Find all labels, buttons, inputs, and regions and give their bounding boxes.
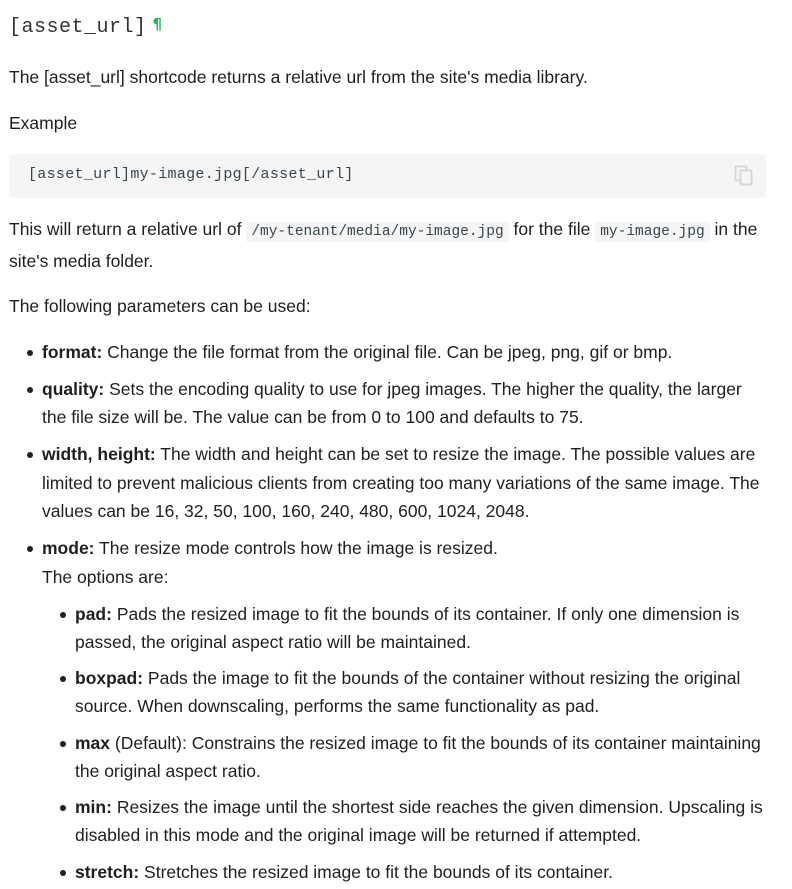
list-item xyxy=(42,600,769,656)
copy-icon xyxy=(734,165,754,187)
param-desc: The width and height can be set to resize the image. The possible values are limited to prevent malicious clients from creating too many variations of the same image. The values can be 16, 32, 50, 100, 160, 240, 480, 600, 1024, 2048. xyxy=(42,444,760,521)
list-item xyxy=(42,729,769,785)
mode-name: stretch: xyxy=(75,861,140,882)
mode-name: boxpad: xyxy=(75,668,144,688)
mode-desc: (Default): Constrains the resized image to fit the bounds of its container maintaining the original aspect ratio. xyxy=(75,732,761,781)
example-label: Example xyxy=(9,112,78,133)
code-example[interactable]: [asset_url]my-image.jpg[/asset_url] xyxy=(28,166,354,183)
return-text-before: This will return a relative url of xyxy=(9,219,247,239)
mode-desc: Pads the resized image to fit the bounds of its container. If only one dimension is passed, the original aspect ratio will be maintained. xyxy=(75,603,740,652)
return-text-middle: for the file xyxy=(508,219,596,239)
return-text-after: in the site's media folder. xyxy=(9,219,758,271)
param-name: mode: xyxy=(42,538,95,558)
list-item xyxy=(9,440,769,526)
mode-desc: Stretches the resized image to fit the bounds of its container. xyxy=(139,861,613,882)
copy-button[interactable] xyxy=(734,165,754,187)
param-name: format: xyxy=(42,341,103,362)
param-name: width, height: xyxy=(42,444,156,464)
mode-options-label: The options are: xyxy=(42,566,169,587)
heading-title: [asset_url] xyxy=(9,16,147,39)
mode-options-list xyxy=(42,600,769,886)
code-block xyxy=(9,154,766,198)
param-desc: The resize mode controls how the image is resized. xyxy=(94,538,498,558)
param-desc: Sets the encoding quality to use for jpeg images. The higher the quality, the larger the file size will be. The value can be from 0 to 100 and defaults to 75. xyxy=(42,378,742,427)
mode-name: pad: xyxy=(75,603,112,624)
heading-anchor-link[interactable]: ¶ xyxy=(152,15,163,33)
mode-desc: Resizes the image until the shortest side reaches the given dimension. Upscaling is disabled in this mode and the original image will be returned if attempted. xyxy=(75,797,763,845)
return-file-code: my-image.jpg xyxy=(595,222,709,242)
list-item xyxy=(42,664,769,720)
list-item xyxy=(42,793,769,849)
mode-name: min: xyxy=(75,797,112,817)
list-item xyxy=(9,338,769,367)
return-path-code: /my-tenant/media/my-image.jpg xyxy=(246,222,508,242)
list-item xyxy=(42,858,769,886)
return-paragraph xyxy=(9,215,769,275)
mode-desc: Pads the image to fit the bounds of the container without resizing the original source. When downscaling, performs the same functionality as pad. xyxy=(75,668,741,716)
params-intro: The following parameters can be used: xyxy=(9,296,311,316)
param-desc: Change the file format from the original file. Can be jpeg, png, gif or bmp. xyxy=(102,341,673,362)
intro-paragraph: The [asset_url] shortcode returns a relative url from the site's media library. xyxy=(9,67,588,87)
params-list xyxy=(9,338,769,886)
param-name: quality: xyxy=(42,378,105,399)
list-item xyxy=(9,534,769,886)
section-heading xyxy=(9,0,769,41)
list-item xyxy=(9,375,769,432)
mode-name: max xyxy=(75,732,111,753)
